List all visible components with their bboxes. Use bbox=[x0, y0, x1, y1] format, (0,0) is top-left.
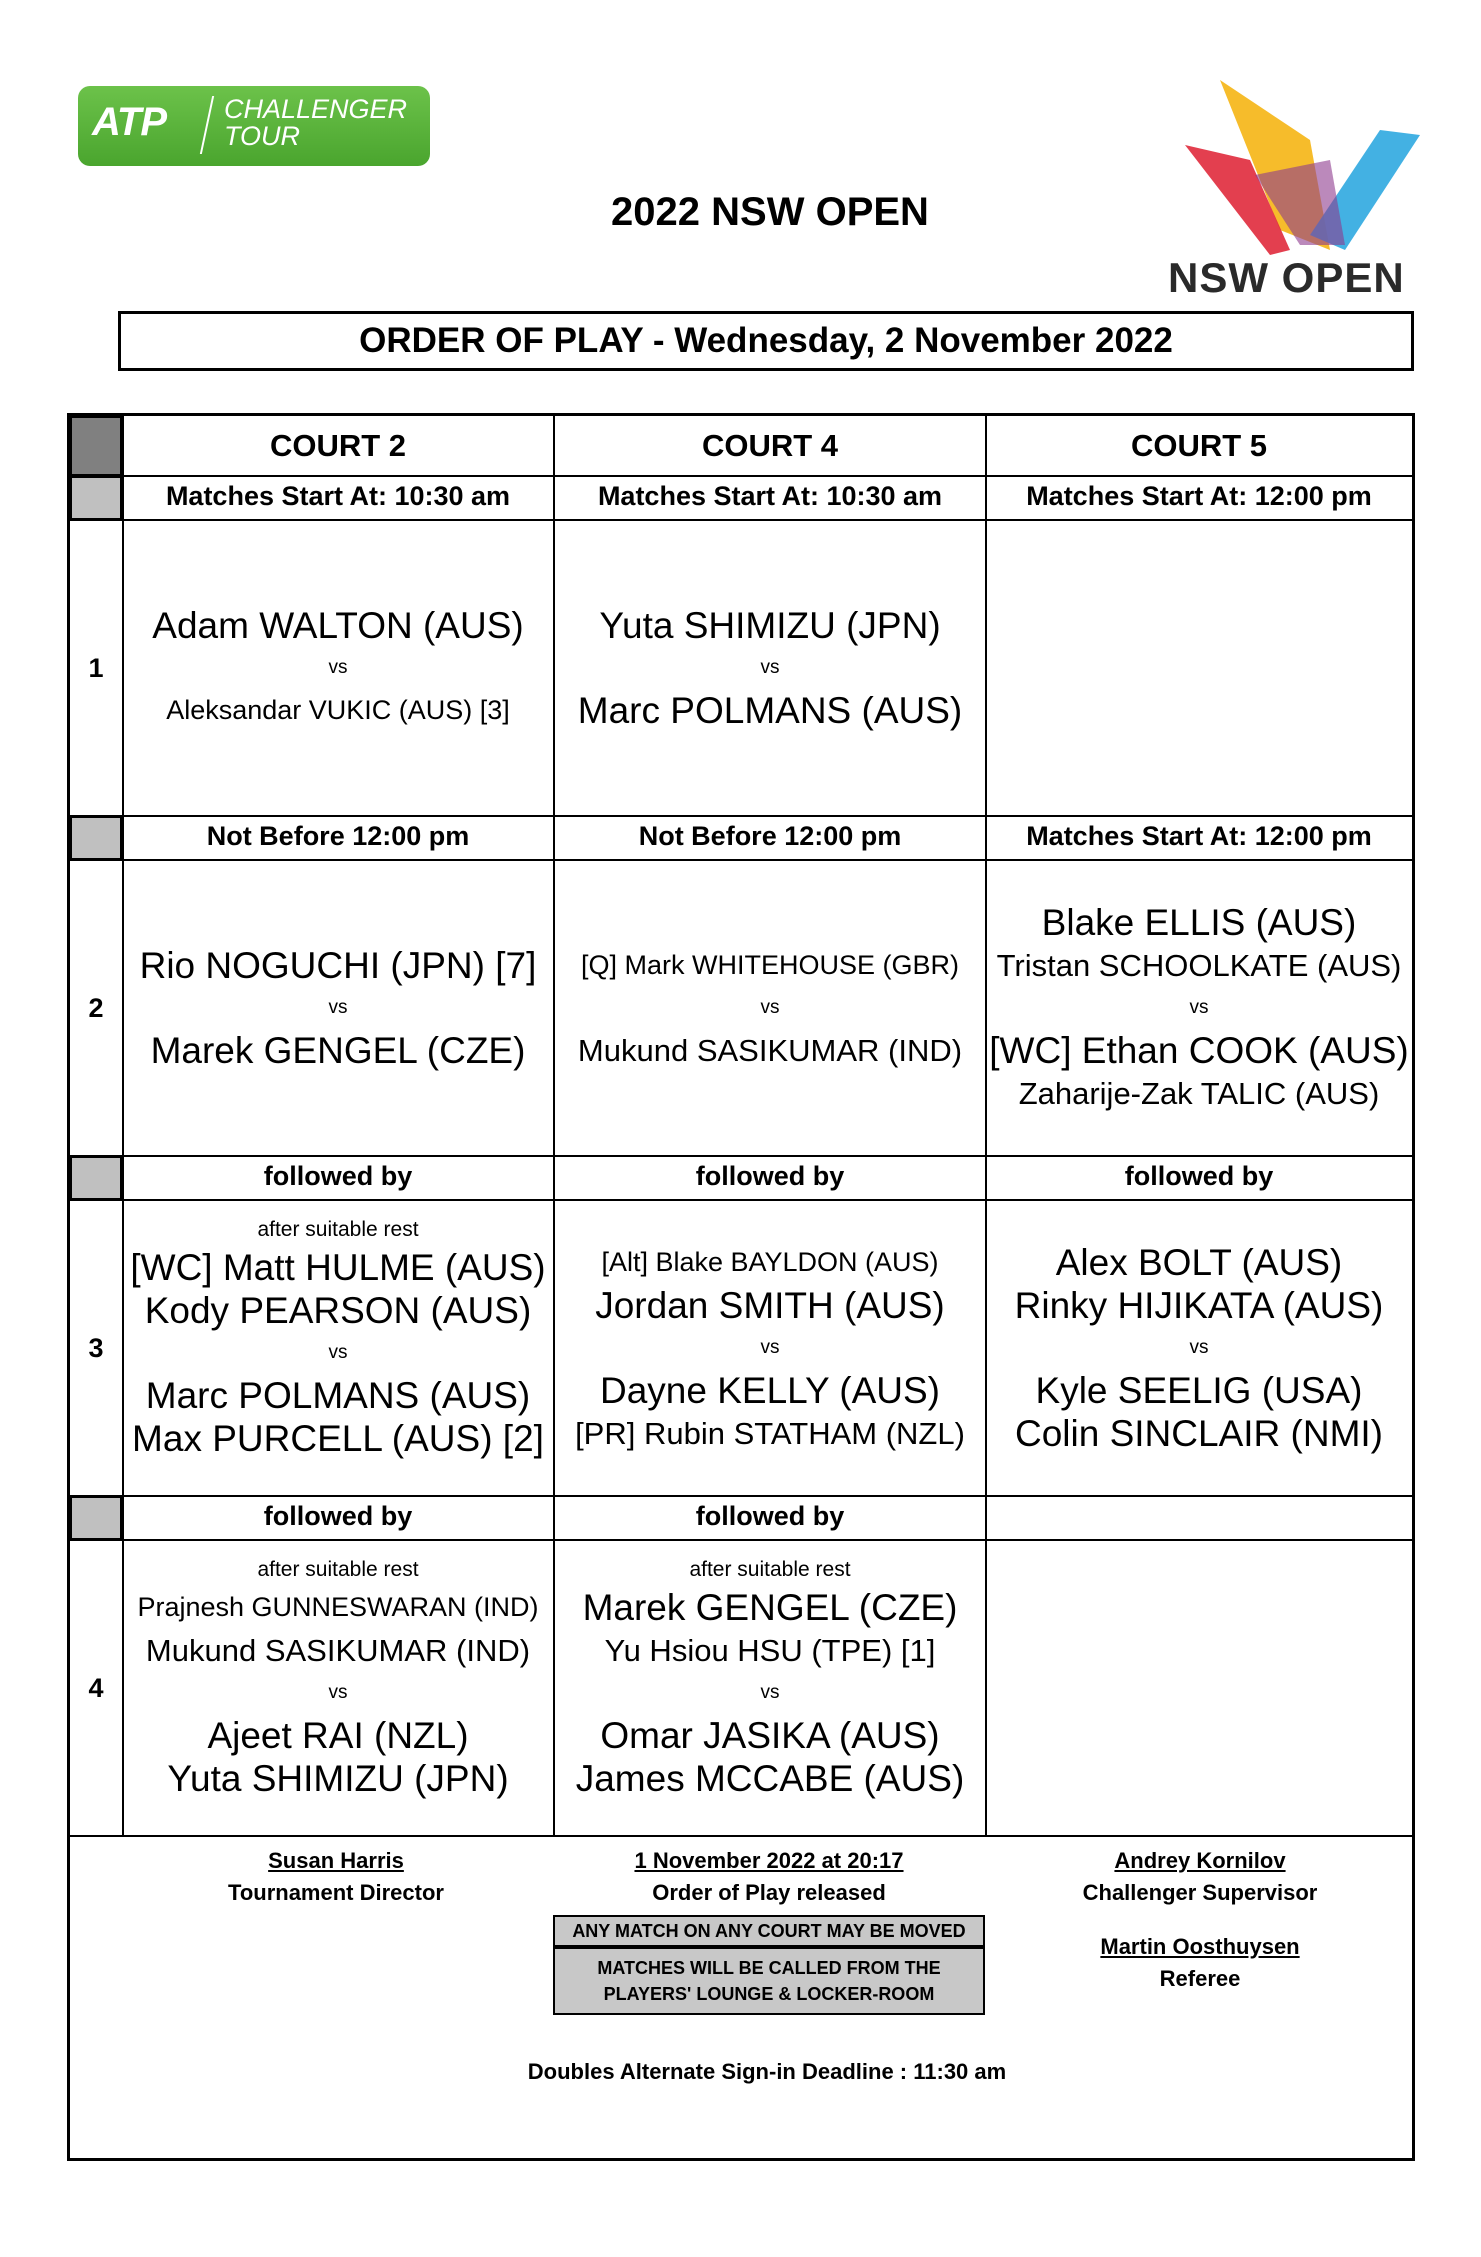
release-block bbox=[553, 1848, 985, 1906]
player-name: [WC] Matt HULME (AUS) bbox=[130, 1247, 546, 1288]
vs-label: vs bbox=[328, 1342, 348, 1363]
director-block bbox=[120, 1848, 552, 1906]
vs-label: vs bbox=[1189, 997, 1209, 1018]
tour-text: TOUR bbox=[224, 121, 301, 151]
vs-label: vs bbox=[328, 997, 348, 1018]
atp-wordmark: ATP bbox=[92, 100, 167, 144]
notice-match-moved: ANY MATCH ON ANY COURT MAY BE MOVED bbox=[553, 1915, 985, 1947]
match-cell bbox=[986, 520, 1412, 816]
match-cell bbox=[986, 1200, 1412, 1496]
vs-label: vs bbox=[760, 1337, 780, 1358]
player-name: [Alt] Blake BAYLDON (AUS) bbox=[601, 1247, 939, 1277]
player-name: Kyle SEELIG (USA) bbox=[1035, 1370, 1363, 1411]
court-header: COURT 4 bbox=[701, 428, 839, 463]
grid-line bbox=[70, 1835, 1412, 1837]
row-number: 3 bbox=[88, 1333, 104, 1363]
player-name: [Q] Mark WHITEHOUSE (GBR) bbox=[581, 950, 959, 980]
start-time-label: Not Before 12:00 pm bbox=[206, 821, 470, 851]
match-cell bbox=[554, 520, 986, 816]
player-name: Marek GENGEL (CZE) bbox=[582, 1587, 958, 1628]
start-time-label: Matches Start At: 12:00 pm bbox=[1026, 821, 1372, 851]
logo-separator bbox=[200, 96, 214, 154]
referee-role: Referee bbox=[1159, 1966, 1241, 1991]
player-name: Aleksandar VUKIC (AUS) [3] bbox=[166, 695, 510, 725]
player-name: Marek GENGEL (CZE) bbox=[150, 1030, 526, 1071]
rest-note: after suitable rest bbox=[689, 1558, 851, 1581]
page-title: 2022 NSW OPEN bbox=[611, 190, 929, 234]
referee-name: Martin Oosthuysen bbox=[1100, 1934, 1300, 1959]
vs-label: vs bbox=[760, 997, 780, 1018]
start-time-label: followed by bbox=[695, 1161, 845, 1191]
start-time-label: followed by bbox=[263, 1161, 413, 1191]
supervisor-block bbox=[986, 1848, 1414, 1992]
grid-line bbox=[70, 815, 1412, 817]
director-role: Tournament Director bbox=[228, 1880, 444, 1905]
row-number: 4 bbox=[88, 1673, 104, 1703]
match-cell bbox=[986, 860, 1412, 1156]
rest-note: after suitable rest bbox=[257, 1218, 419, 1241]
player-name: James MCCABE (AUS) bbox=[575, 1758, 965, 1799]
player-name: [PR] Rubin STATHAM (NZL) bbox=[575, 1416, 965, 1451]
match-cell bbox=[554, 1200, 986, 1496]
player-name: Marc POLMANS (AUS) bbox=[145, 1375, 531, 1416]
grid-line bbox=[985, 416, 987, 1836]
player-name: Tristan SCHOOLKATE (AUS) bbox=[996, 948, 1402, 983]
grid-line bbox=[70, 475, 1412, 477]
player-name: Marc POLMANS (AUS) bbox=[577, 690, 963, 731]
match-cell bbox=[122, 520, 554, 816]
vs-label: vs bbox=[760, 1682, 780, 1703]
player-name: Yu Hsiou HSU (TPE) [1] bbox=[604, 1633, 936, 1668]
corner-cell bbox=[70, 416, 122, 476]
grid-line bbox=[70, 859, 1412, 861]
player-name: Max PURCELL (AUS) [2] bbox=[132, 1418, 544, 1459]
vs-label: vs bbox=[328, 657, 348, 678]
player-name: Zaharije-Zak TALIC (AUS) bbox=[1018, 1076, 1380, 1111]
player-name: Rinky HIJIKATA (AUS) bbox=[1014, 1285, 1384, 1326]
release-label: Order of Play released bbox=[652, 1880, 886, 1905]
player-name: Rio NOGUCHI (JPN) [7] bbox=[139, 945, 537, 986]
notice-players-called: MATCHES WILL BE CALLED FROM THE PLAYERS' LOUNGE & LOCKER-ROOM bbox=[553, 1947, 985, 2015]
row-marker bbox=[70, 476, 122, 520]
release-time: 1 November 2022 at 20:17 bbox=[634, 1848, 904, 1873]
start-time-label: Matches Start At: 12:00 pm bbox=[1026, 481, 1372, 511]
grid-line bbox=[70, 1539, 1412, 1541]
start-time-label bbox=[986, 1496, 1412, 1540]
grid-line bbox=[70, 519, 1412, 521]
player-name: Yuta SHIMIZU (JPN) bbox=[167, 1758, 509, 1799]
grid-line bbox=[70, 1495, 1412, 1497]
court-header: COURT 2 bbox=[269, 428, 407, 463]
row-number: 1 bbox=[88, 653, 104, 683]
start-time-label: followed by bbox=[1124, 1161, 1274, 1191]
row-number: 2 bbox=[88, 993, 104, 1023]
match-cell bbox=[554, 860, 986, 1156]
match-cell bbox=[122, 1200, 554, 1496]
atp-challenger-tour-logo bbox=[78, 86, 430, 166]
start-time-label: Matches Start At: 10:30 am bbox=[165, 481, 511, 511]
rest-note: after suitable rest bbox=[257, 1558, 419, 1581]
grid-line bbox=[70, 1199, 1412, 1201]
player-name: Ajeet RAI (NZL) bbox=[207, 1715, 469, 1756]
player-name: Blake ELLIS (AUS) bbox=[1041, 902, 1357, 943]
row-marker bbox=[70, 816, 122, 860]
director-name: Susan Harris bbox=[268, 1848, 404, 1873]
grid-line bbox=[70, 1155, 1412, 1157]
doubles-deadline: Doubles Alternate Sign-in Deadline : 11:30 am bbox=[527, 2059, 1007, 2084]
row-marker bbox=[70, 1496, 122, 1540]
row-marker bbox=[70, 1156, 122, 1200]
player-name: Kody PEARSON (AUS) bbox=[144, 1290, 532, 1331]
match-cell bbox=[122, 1540, 554, 1836]
match-cell bbox=[986, 1540, 1412, 1836]
vs-label: vs bbox=[760, 657, 780, 678]
nsw-open-wordmark: NSW OPEN bbox=[1168, 254, 1405, 301]
match-cell bbox=[554, 1540, 986, 1836]
player-name: Jordan SMITH (AUS) bbox=[595, 1285, 945, 1326]
player-name: Mukund SASIKUMAR (IND) bbox=[577, 1033, 963, 1068]
player-name: Yuta SHIMIZU (JPN) bbox=[599, 605, 941, 646]
player-name: Alex BOLT (AUS) bbox=[1055, 1242, 1343, 1283]
player-name: [WC] Ethan COOK (AUS) bbox=[989, 1030, 1409, 1071]
player-name: Omar JASIKA (AUS) bbox=[600, 1715, 940, 1756]
court-header: COURT 5 bbox=[1130, 428, 1268, 463]
player-name: Mukund SASIKUMAR (IND) bbox=[145, 1633, 531, 1668]
start-time-label: Matches Start At: 10:30 am bbox=[597, 481, 943, 511]
grid-line bbox=[122, 416, 124, 1836]
challenger-text: CHALLENGER bbox=[224, 94, 408, 124]
challenger-tour-text bbox=[224, 96, 407, 150]
supervisor-name: Andrey Kornilov bbox=[1114, 1848, 1286, 1873]
match-cell bbox=[122, 860, 554, 1156]
start-time-label: followed by bbox=[263, 1501, 413, 1531]
player-name: Prajnesh GUNNESWARAN (IND) bbox=[137, 1592, 539, 1622]
player-name: Adam WALTON (AUS) bbox=[152, 605, 524, 646]
grid-line bbox=[553, 416, 555, 1836]
vs-label: vs bbox=[1189, 1337, 1209, 1358]
player-name: Colin SINCLAIR (NMI) bbox=[1015, 1413, 1383, 1454]
player-name: Dayne KELLY (AUS) bbox=[599, 1370, 940, 1411]
vs-label: vs bbox=[328, 1682, 348, 1703]
supervisor-role: Challenger Supervisor bbox=[1082, 1880, 1318, 1905]
order-of-play-heading: ORDER OF PLAY - Wednesday, 2 November 2022 bbox=[118, 311, 1414, 371]
start-time-label: Not Before 12:00 pm bbox=[638, 821, 902, 851]
start-time-label: followed by bbox=[695, 1501, 845, 1531]
